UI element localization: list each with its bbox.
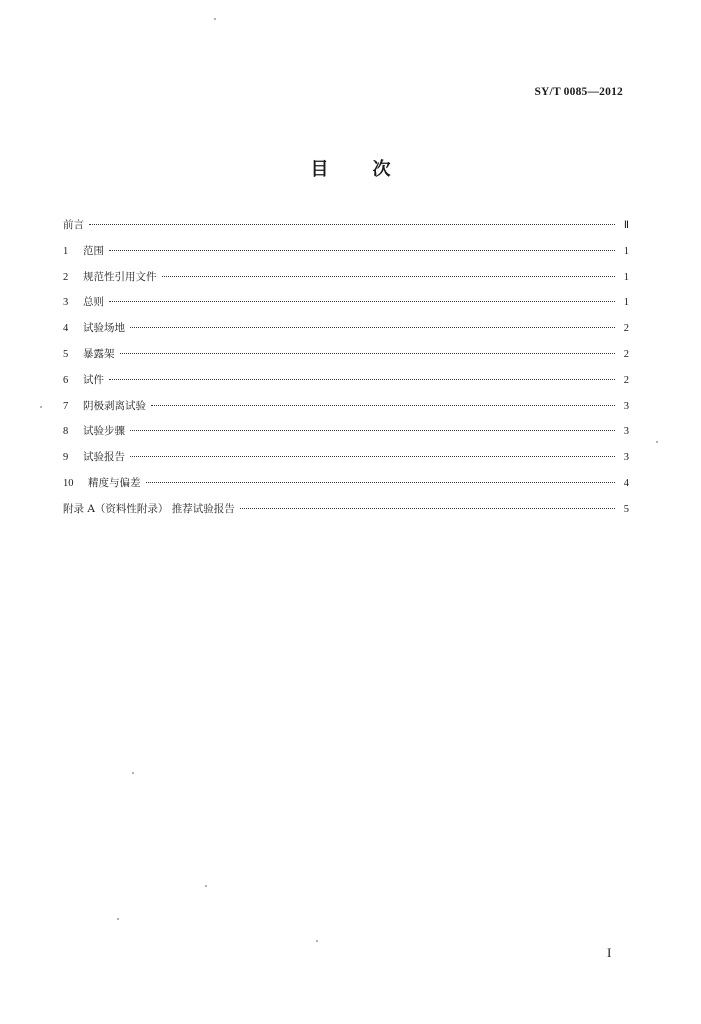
toc-entry-7 (63, 399, 629, 425)
toc-entry-8 (63, 424, 629, 450)
toc-dot-leader (89, 224, 615, 225)
toc-dot-leader (146, 482, 616, 483)
scan-speck (132, 772, 134, 774)
toc-entry-label: 试验报告 (83, 451, 125, 464)
toc-entry-page: 2 (623, 323, 629, 335)
toc-entry-6 (63, 373, 629, 399)
toc-entry-page: 3 (623, 426, 629, 438)
toc-entry-1 (63, 244, 629, 270)
toc-entry-label: 范围 (83, 244, 104, 257)
toc-entry-page: 3 (623, 400, 629, 412)
toc-entry-number: 5 (63, 348, 69, 360)
toc-dot-leader (240, 508, 615, 509)
toc-entry-number: 1 (63, 245, 69, 257)
toc-entry-2 (63, 270, 629, 296)
toc-entry-label: 试件 (83, 373, 104, 386)
toc-dot-leader (130, 430, 615, 431)
toc-title-char-1: 目 (310, 159, 329, 180)
toc-title-char-2: 次 (372, 159, 391, 180)
toc-title (0, 155, 701, 181)
standard-code: SY/T 0085—2012 (534, 86, 623, 98)
toc-dot-leader (109, 379, 615, 380)
scan-speck (214, 18, 216, 20)
toc-dot-leader (120, 353, 616, 354)
toc-entry-label: 前言 (63, 219, 84, 231)
toc-entry-number: 8 (63, 426, 69, 438)
scan-speck (205, 885, 207, 887)
toc-entry-number: 7 (63, 400, 69, 412)
scan-speck (656, 441, 658, 443)
toc-entry-label: 总则 (83, 296, 104, 309)
toc-entry-annex-a (63, 502, 629, 528)
toc-entry-3 (63, 295, 629, 321)
toc-entry-9 (63, 450, 629, 476)
toc-entry-page: 2 (623, 348, 629, 360)
scan-speck (40, 406, 42, 408)
toc-entry-page: 1 (623, 245, 629, 257)
toc-entry-page: 4 (623, 477, 629, 489)
scan-speck (117, 918, 119, 920)
toc-dot-leader (162, 276, 616, 277)
toc-dot-leader (109, 301, 615, 302)
toc-entry-page: Ⅱ (623, 220, 629, 231)
toc-entry-label: 阴极剥离试验 (83, 399, 146, 412)
toc-entry-label: 暴露架 (83, 347, 115, 360)
toc-entry-number: 6 (63, 374, 69, 386)
toc-entry-label: 试验步骤 (83, 425, 125, 438)
toc-entry-label: 精度与偏差 (88, 476, 141, 489)
toc-entry-label: 试验场地 (83, 322, 125, 335)
toc-dot-leader (130, 456, 615, 457)
toc-entry-page: 5 (623, 503, 629, 515)
toc-entry-number: 4 (63, 323, 69, 335)
toc-entry-label: 附录 A（资料性附录） 推荐试验报告 (63, 502, 235, 515)
scan-speck (316, 940, 318, 942)
toc-entry-label: 规范性引用文件 (83, 270, 157, 283)
toc-entry-foreword (63, 218, 629, 244)
toc-dot-leader (109, 250, 615, 251)
toc-entry-number: 3 (63, 297, 69, 309)
toc-entry-page: 3 (623, 452, 629, 464)
toc-entry-page: 1 (623, 297, 629, 309)
toc-entry-10 (63, 476, 629, 502)
toc-dot-leader (130, 327, 615, 328)
toc-entry-5 (63, 347, 629, 373)
toc-dot-leader (151, 405, 615, 406)
toc-entry-page: 2 (623, 374, 629, 386)
toc-entry-number: 9 (63, 452, 69, 464)
page-number: I (607, 945, 612, 960)
toc-list (63, 218, 629, 528)
toc-entry-number: 2 (63, 271, 69, 283)
toc-entry-page: 1 (623, 271, 629, 283)
toc-entry-4 (63, 321, 629, 347)
toc-entry-number: 10 (63, 477, 74, 489)
